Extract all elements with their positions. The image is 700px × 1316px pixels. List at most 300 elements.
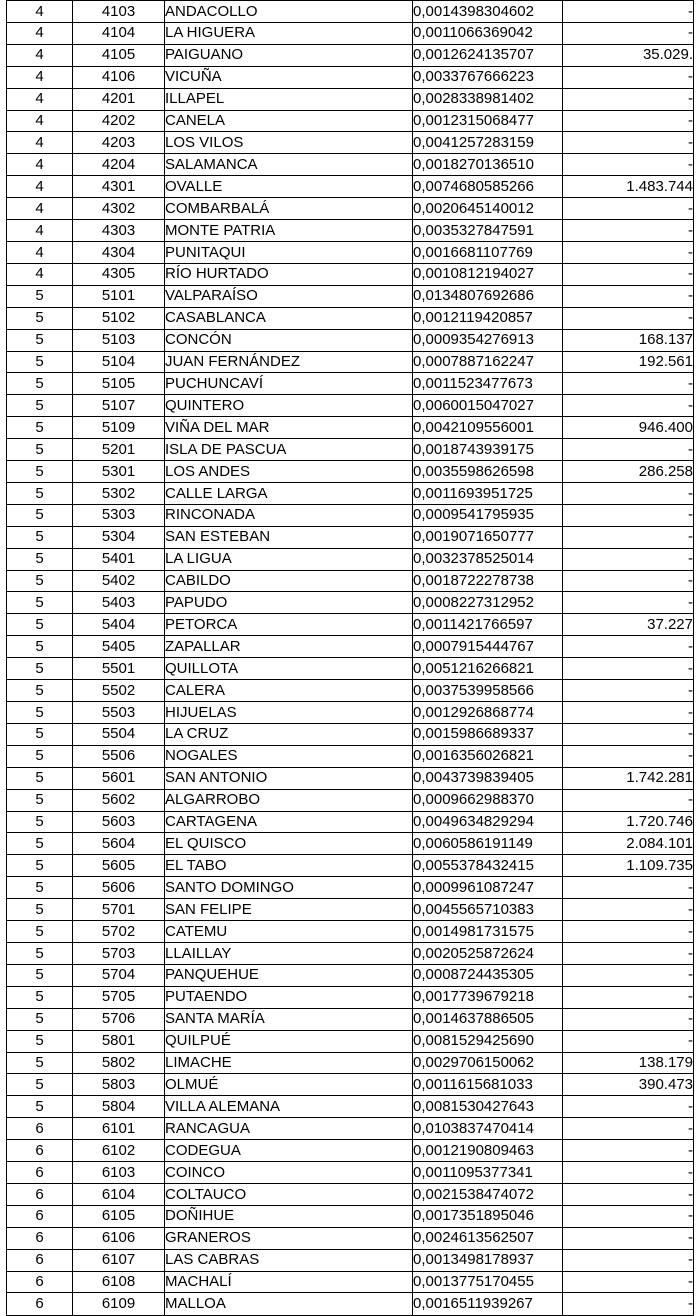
- commune-name-cell: ILLAPEL: [165, 88, 413, 110]
- table-row: [7, 154, 694, 176]
- table-row: [7, 548, 694, 570]
- code-cell: 5506: [73, 745, 165, 767]
- coefficient-cell: 0,0103837470414: [413, 1118, 563, 1140]
- region-cell: 5: [7, 439, 73, 461]
- region-cell: 4: [7, 241, 73, 263]
- region-cell: 5: [7, 636, 73, 658]
- commune-name-cell: RÍO HURTADO: [165, 263, 413, 285]
- code-cell: 5606: [73, 877, 165, 899]
- amount-cell: 192.561: [563, 351, 694, 373]
- table-row: [7, 1183, 694, 1205]
- amount-cell: 35.029.: [563, 44, 694, 66]
- code-cell: 4302: [73, 198, 165, 220]
- region-cell: 5: [7, 526, 73, 548]
- amount-cell: 37.227: [563, 614, 694, 636]
- coefficient-cell: 0,0009541795935: [413, 504, 563, 526]
- table-row: [7, 1096, 694, 1118]
- coefficient-cell: 0,0012926868774: [413, 702, 563, 724]
- amount-cell: -: [563, 1205, 694, 1227]
- amount-cell: -: [563, 1162, 694, 1184]
- table-row: [7, 789, 694, 811]
- coefficient-cell: 0,0045565710383: [413, 899, 563, 921]
- region-cell: 5: [7, 811, 73, 833]
- table-row: [7, 877, 694, 899]
- region-cell: 5: [7, 461, 73, 483]
- coefficient-cell: 0,0037539958566: [413, 680, 563, 702]
- region-cell: 5: [7, 964, 73, 986]
- region-cell: 5: [7, 745, 73, 767]
- table-row: [7, 461, 694, 483]
- table-row: [7, 220, 694, 242]
- table-row: [7, 285, 694, 307]
- table-row: [7, 1074, 694, 1096]
- code-cell: 5201: [73, 439, 165, 461]
- coefficient-cell: 0,0051216266821: [413, 658, 563, 680]
- table-row: [7, 504, 694, 526]
- commune-name-cell: CABILDO: [165, 570, 413, 592]
- table-row: [7, 482, 694, 504]
- commune-name-cell: OLMUÉ: [165, 1074, 413, 1096]
- table-row: [7, 1008, 694, 1030]
- region-cell: 5: [7, 723, 73, 745]
- commune-name-cell: CONCÓN: [165, 329, 413, 351]
- table-row: [7, 526, 694, 548]
- code-cell: 5301: [73, 461, 165, 483]
- coefficient-cell: 0,0020645140012: [413, 198, 563, 220]
- amount-cell: -: [563, 307, 694, 329]
- table-row: [7, 767, 694, 789]
- coefficient-cell: 0,0060015047027: [413, 395, 563, 417]
- commune-name-cell: CASABLANCA: [165, 307, 413, 329]
- region-cell: 5: [7, 614, 73, 636]
- code-cell: 5503: [73, 702, 165, 724]
- code-cell: 5801: [73, 1030, 165, 1052]
- amount-cell: -: [563, 373, 694, 395]
- amount-cell: 1.720.746: [563, 811, 694, 833]
- table-body: [7, 1, 694, 1316]
- code-cell: 5704: [73, 964, 165, 986]
- coefficient-cell: 0,0011066369042: [413, 22, 563, 44]
- commune-name-cell: ZAPALLAR: [165, 636, 413, 658]
- code-cell: 4202: [73, 110, 165, 132]
- table-row: [7, 1, 694, 23]
- coefficient-cell: 0,0008227312952: [413, 592, 563, 614]
- region-cell: 5: [7, 329, 73, 351]
- region-cell: 6: [7, 1162, 73, 1184]
- table-row: [7, 614, 694, 636]
- coefficient-cell: 0,0041257283159: [413, 132, 563, 154]
- amount-cell: 138.179: [563, 1052, 694, 1074]
- amount-cell: -: [563, 1008, 694, 1030]
- region-cell: 6: [7, 1293, 73, 1316]
- code-cell: 5705: [73, 986, 165, 1008]
- table-row: [7, 176, 694, 198]
- table-row: [7, 986, 694, 1008]
- code-cell: 4106: [73, 66, 165, 88]
- commune-name-cell: MACHALÍ: [165, 1271, 413, 1293]
- region-cell: 4: [7, 198, 73, 220]
- commune-name-cell: COMBARBALÁ: [165, 198, 413, 220]
- amount-cell: -: [563, 658, 694, 680]
- coefficient-cell: 0,0011523477673: [413, 373, 563, 395]
- amount-cell: -: [563, 66, 694, 88]
- table-row: [7, 855, 694, 877]
- code-cell: 5401: [73, 548, 165, 570]
- amount-cell: 1.742.281: [563, 767, 694, 789]
- commune-name-cell: SANTO DOMINGO: [165, 877, 413, 899]
- code-cell: 5703: [73, 942, 165, 964]
- coefficient-cell: 0,0016356026821: [413, 745, 563, 767]
- amount-cell: 390.473: [563, 1074, 694, 1096]
- code-cell: 5405: [73, 636, 165, 658]
- commune-name-cell: LAS CABRAS: [165, 1249, 413, 1271]
- region-cell: 5: [7, 395, 73, 417]
- commune-name-cell: COINCO: [165, 1162, 413, 1184]
- code-cell: 5803: [73, 1074, 165, 1096]
- table-row: [7, 417, 694, 439]
- code-cell: 4303: [73, 220, 165, 242]
- amount-cell: -: [563, 1, 694, 23]
- region-cell: 5: [7, 702, 73, 724]
- table-row: [7, 198, 694, 220]
- code-cell: 6109: [73, 1293, 165, 1316]
- code-cell: 5107: [73, 395, 165, 417]
- table-row: [7, 680, 694, 702]
- amount-cell: -: [563, 680, 694, 702]
- commune-name-cell: SAN ESTEBAN: [165, 526, 413, 548]
- code-cell: 6104: [73, 1183, 165, 1205]
- code-cell: 5101: [73, 285, 165, 307]
- commune-name-cell: SAN FELIPE: [165, 899, 413, 921]
- table-row: [7, 702, 694, 724]
- amount-cell: -: [563, 745, 694, 767]
- commune-name-cell: PUTAENDO: [165, 986, 413, 1008]
- coefficient-cell: 0,0021538474072: [413, 1183, 563, 1205]
- code-cell: 4204: [73, 154, 165, 176]
- coefficient-cell: 0,0017351895046: [413, 1205, 563, 1227]
- amount-cell: -: [563, 1227, 694, 1249]
- table-row: [7, 1271, 694, 1293]
- amount-cell: -: [563, 1030, 694, 1052]
- commune-name-cell: DOÑIHUE: [165, 1205, 413, 1227]
- commune-name-cell: PANQUEHUE: [165, 964, 413, 986]
- commune-name-cell: PUCHUNCAVÍ: [165, 373, 413, 395]
- region-cell: 5: [7, 1030, 73, 1052]
- coefficient-cell: 0,0013775170455: [413, 1271, 563, 1293]
- table-row: [7, 570, 694, 592]
- coefficient-cell: 0,0010812194027: [413, 263, 563, 285]
- code-cell: 6105: [73, 1205, 165, 1227]
- coefficient-cell: 0,0055378432415: [413, 855, 563, 877]
- region-cell: 4: [7, 44, 73, 66]
- coefficient-cell: 0,0043739839405: [413, 767, 563, 789]
- region-cell: 5: [7, 307, 73, 329]
- region-cell: 6: [7, 1205, 73, 1227]
- amount-cell: -: [563, 154, 694, 176]
- code-cell: 5804: [73, 1096, 165, 1118]
- coefficient-cell: 0,0011693951725: [413, 482, 563, 504]
- coefficient-cell: 0,0009961087247: [413, 877, 563, 899]
- commune-name-cell: VICUÑA: [165, 66, 413, 88]
- amount-cell: -: [563, 263, 694, 285]
- code-cell: 5402: [73, 570, 165, 592]
- commune-name-cell: PUNITAQUI: [165, 241, 413, 263]
- amount-cell: -: [563, 439, 694, 461]
- region-cell: 4: [7, 132, 73, 154]
- code-cell: 5604: [73, 833, 165, 855]
- amount-cell: -: [563, 723, 694, 745]
- table-row: [7, 1162, 694, 1184]
- region-cell: 6: [7, 1271, 73, 1293]
- commune-name-cell: GRANEROS: [165, 1227, 413, 1249]
- table-row: [7, 811, 694, 833]
- table-row: [7, 373, 694, 395]
- table-row: [7, 921, 694, 943]
- commune-name-cell: VIÑA DEL MAR: [165, 417, 413, 439]
- amount-cell: -: [563, 395, 694, 417]
- region-cell: 5: [7, 548, 73, 570]
- amount-cell: 168.137: [563, 329, 694, 351]
- coefficient-cell: 0,0012624135707: [413, 44, 563, 66]
- table-row: [7, 88, 694, 110]
- region-cell: 5: [7, 942, 73, 964]
- commune-name-cell: VALPARAÍSO: [165, 285, 413, 307]
- region-cell: 5: [7, 767, 73, 789]
- coefficient-cell: 0,0011615681033: [413, 1074, 563, 1096]
- code-cell: 6106: [73, 1227, 165, 1249]
- commune-name-cell: SANTA MARÍA: [165, 1008, 413, 1030]
- code-cell: 4301: [73, 176, 165, 198]
- table-row: [7, 132, 694, 154]
- coefficient-cell: 0,0008724435305: [413, 964, 563, 986]
- code-cell: 6102: [73, 1140, 165, 1162]
- coefficient-cell: 0,0009662988370: [413, 789, 563, 811]
- region-cell: 5: [7, 482, 73, 504]
- table-row: [7, 833, 694, 855]
- code-cell: 5802: [73, 1052, 165, 1074]
- commune-name-cell: HIJUELAS: [165, 702, 413, 724]
- commune-name-cell: LIMACHE: [165, 1052, 413, 1074]
- region-cell: 4: [7, 176, 73, 198]
- region-cell: 5: [7, 877, 73, 899]
- code-cell: 6108: [73, 1271, 165, 1293]
- coefficient-cell: 0,0014637886505: [413, 1008, 563, 1030]
- code-cell: 4304: [73, 241, 165, 263]
- region-cell: 4: [7, 22, 73, 44]
- table-row: [7, 899, 694, 921]
- amount-cell: -: [563, 877, 694, 899]
- code-cell: 6107: [73, 1249, 165, 1271]
- coefficient-cell: 0,0081529425690: [413, 1030, 563, 1052]
- commune-name-cell: ALGARROBO: [165, 789, 413, 811]
- region-cell: 5: [7, 592, 73, 614]
- coefficient-cell: 0,0020525872624: [413, 942, 563, 964]
- code-cell: 4103: [73, 1, 165, 23]
- code-cell: 4105: [73, 44, 165, 66]
- commune-name-cell: CODEGUA: [165, 1140, 413, 1162]
- commune-name-cell: QUILPUÉ: [165, 1030, 413, 1052]
- amount-cell: -: [563, 1271, 694, 1293]
- commune-name-cell: PAPUDO: [165, 592, 413, 614]
- region-cell: 6: [7, 1140, 73, 1162]
- amount-cell: -: [563, 285, 694, 307]
- coefficient-cell: 0,0060586191149: [413, 833, 563, 855]
- code-cell: 6103: [73, 1162, 165, 1184]
- coefficient-cell: 0,0012190809463: [413, 1140, 563, 1162]
- coefficient-cell: 0,0035598626598: [413, 461, 563, 483]
- amount-cell: -: [563, 220, 694, 242]
- region-cell: 4: [7, 220, 73, 242]
- amount-cell: -: [563, 986, 694, 1008]
- commune-name-cell: QUILLOTA: [165, 658, 413, 680]
- table-row: [7, 263, 694, 285]
- coefficient-cell: 0,0009354276913: [413, 329, 563, 351]
- region-cell: 4: [7, 154, 73, 176]
- amount-cell: -: [563, 789, 694, 811]
- commune-name-cell: RINCONADA: [165, 504, 413, 526]
- code-cell: 5602: [73, 789, 165, 811]
- amount-cell: -: [563, 921, 694, 943]
- region-cell: 5: [7, 1074, 73, 1096]
- code-cell: 5605: [73, 855, 165, 877]
- code-cell: 5701: [73, 899, 165, 921]
- commune-name-cell: RANCAGUA: [165, 1118, 413, 1140]
- table-row: [7, 636, 694, 658]
- coefficient-cell: 0,0134807692686: [413, 285, 563, 307]
- code-cell: 5404: [73, 614, 165, 636]
- communes-table: [6, 0, 694, 1316]
- amount-cell: 286.258: [563, 461, 694, 483]
- commune-name-cell: SAN ANTONIO: [165, 767, 413, 789]
- coefficient-cell: 0,0011421766597: [413, 614, 563, 636]
- coefficient-cell: 0,0014981731575: [413, 921, 563, 943]
- code-cell: 6101: [73, 1118, 165, 1140]
- commune-name-cell: PETORCA: [165, 614, 413, 636]
- commune-name-cell: QUINTERO: [165, 395, 413, 417]
- region-cell: 5: [7, 570, 73, 592]
- amount-cell: -: [563, 526, 694, 548]
- commune-name-cell: MALLOA: [165, 1293, 413, 1316]
- code-cell: 5102: [73, 307, 165, 329]
- coefficient-cell: 0,0016511939267: [413, 1293, 563, 1316]
- table-row: [7, 1293, 694, 1316]
- commune-name-cell: NOGALES: [165, 745, 413, 767]
- coefficient-cell: 0,0024613562507: [413, 1227, 563, 1249]
- commune-name-cell: CANELA: [165, 110, 413, 132]
- region-cell: 5: [7, 1052, 73, 1074]
- code-cell: 5502: [73, 680, 165, 702]
- region-cell: 6: [7, 1183, 73, 1205]
- amount-cell: -: [563, 636, 694, 658]
- code-cell: 5302: [73, 482, 165, 504]
- coefficient-cell: 0,0033767666223: [413, 66, 563, 88]
- code-cell: 5105: [73, 373, 165, 395]
- table-row: [7, 22, 694, 44]
- coefficient-cell: 0,0013498178937: [413, 1249, 563, 1271]
- coefficient-cell: 0,0015986689337: [413, 723, 563, 745]
- coefficient-cell: 0,0049634829294: [413, 811, 563, 833]
- region-cell: 5: [7, 373, 73, 395]
- table-row: [7, 44, 694, 66]
- region-cell: 5: [7, 855, 73, 877]
- region-cell: 4: [7, 1, 73, 23]
- commune-name-cell: LOS VILOS: [165, 132, 413, 154]
- amount-cell: -: [563, 1249, 694, 1271]
- region-cell: 5: [7, 351, 73, 373]
- code-cell: 4203: [73, 132, 165, 154]
- table-row: [7, 964, 694, 986]
- amount-cell: -: [563, 504, 694, 526]
- commune-name-cell: LOS ANDES: [165, 461, 413, 483]
- region-cell: 5: [7, 285, 73, 307]
- coefficient-cell: 0,0011095377341: [413, 1162, 563, 1184]
- table-row: [7, 110, 694, 132]
- commune-name-cell: ISLA DE PASCUA: [165, 439, 413, 461]
- coefficient-cell: 0,0014398304602: [413, 1, 563, 23]
- code-cell: 5504: [73, 723, 165, 745]
- commune-name-cell: EL QUISCO: [165, 833, 413, 855]
- table-row: [7, 66, 694, 88]
- amount-cell: -: [563, 1096, 694, 1118]
- code-cell: 5603: [73, 811, 165, 833]
- coefficient-cell: 0,0018743939175: [413, 439, 563, 461]
- coefficient-cell: 0,0017739679218: [413, 986, 563, 1008]
- coefficient-cell: 0,0032378525014: [413, 548, 563, 570]
- coefficient-cell: 0,0035327847591: [413, 220, 563, 242]
- table-row: [7, 1249, 694, 1271]
- region-cell: 6: [7, 1227, 73, 1249]
- region-cell: 4: [7, 66, 73, 88]
- commune-name-cell: CALERA: [165, 680, 413, 702]
- region-cell: 5: [7, 658, 73, 680]
- coefficient-cell: 0,0007915444767: [413, 636, 563, 658]
- table-row: [7, 1227, 694, 1249]
- table-row: [7, 395, 694, 417]
- amount-cell: -: [563, 592, 694, 614]
- amount-cell: -: [563, 110, 694, 132]
- region-cell: 5: [7, 789, 73, 811]
- commune-name-cell: JUAN FERNÁNDEZ: [165, 351, 413, 373]
- table-row: [7, 351, 694, 373]
- amount-cell: 946.400: [563, 417, 694, 439]
- commune-name-cell: LA HIGUERA: [165, 22, 413, 44]
- commune-name-cell: EL TABO: [165, 855, 413, 877]
- region-cell: 4: [7, 263, 73, 285]
- region-cell: 5: [7, 921, 73, 943]
- commune-name-cell: VILLA ALEMANA: [165, 1096, 413, 1118]
- coefficient-cell: 0,0018270136510: [413, 154, 563, 176]
- region-cell: 5: [7, 1008, 73, 1030]
- coefficient-cell: 0,0016681107769: [413, 241, 563, 263]
- commune-name-cell: CARTAGENA: [165, 811, 413, 833]
- amount-cell: -: [563, 1118, 694, 1140]
- code-cell: 4201: [73, 88, 165, 110]
- table-row: [7, 745, 694, 767]
- commune-name-cell: MONTE PATRIA: [165, 220, 413, 242]
- amount-cell: 1.483.744: [563, 176, 694, 198]
- amount-cell: -: [563, 548, 694, 570]
- amount-cell: -: [563, 702, 694, 724]
- amount-cell: -: [563, 1140, 694, 1162]
- table-row: [7, 1205, 694, 1227]
- table-row: [7, 723, 694, 745]
- commune-name-cell: SALAMANCA: [165, 154, 413, 176]
- code-cell: 4305: [73, 263, 165, 285]
- commune-name-cell: OVALLE: [165, 176, 413, 198]
- coefficient-cell: 0,0018722278738: [413, 570, 563, 592]
- region-cell: 5: [7, 899, 73, 921]
- region-cell: 4: [7, 110, 73, 132]
